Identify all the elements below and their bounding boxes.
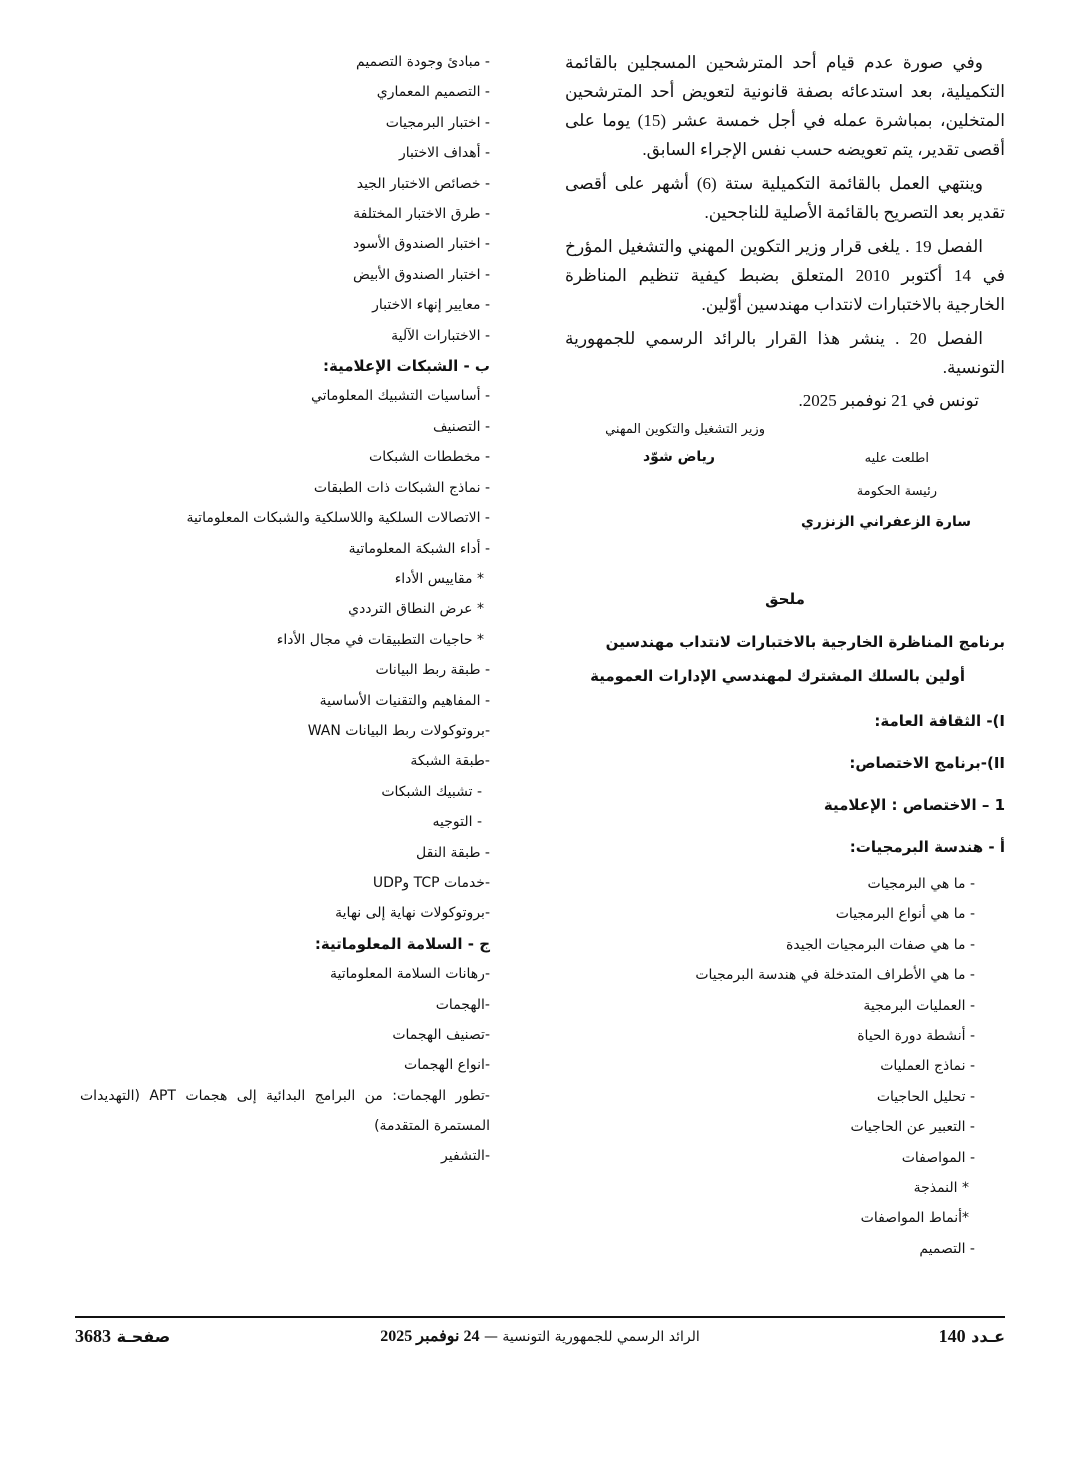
list-item: * حاجيات التطبيقات في مجال الأداء <box>276 631 484 648</box>
subsection-networks: ب - الشبكات الإعلامية: <box>322 357 490 376</box>
list-item: - التصميم <box>919 1240 975 1257</box>
list-item: - خصائص الاختبار الجيد <box>356 175 490 192</box>
section-general-culture: I)- الثقافة العامة: <box>874 712 1005 730</box>
page-value: 3683 <box>75 1326 111 1346</box>
list-item: -التشفير <box>441 1147 490 1164</box>
software-engineering-list <box>565 869 1005 1264</box>
list-item: - اختبار البرمجيات <box>385 114 490 131</box>
list-item: - المواصفات <box>901 1149 975 1166</box>
list-item: - ما هي صفات البرمجيات الجيدة <box>786 936 975 953</box>
page-footer <box>75 1326 1005 1352</box>
list-item: - الاختبارات الآلية <box>391 327 490 344</box>
list-item: - مبادئ وجودة التصميم <box>356 54 490 70</box>
list-item: -الهجمات <box>435 996 490 1013</box>
list-item: -تطور الهجمات: من البرامج البدائية إلى هجمات APT (التهديدات المستمرة المتقدمة) <box>80 1087 490 1134</box>
seen-label: اطلعت عليه <box>864 451 929 466</box>
subsection-software-engineering: أ - هندسة البرمجيات: <box>849 838 1005 856</box>
minister-name: رياض شوّد <box>642 449 715 465</box>
list-item: -رهانات السلامة المعلوماتية <box>330 966 490 983</box>
subsection-information-security: ج - السلامة المعلوماتية: <box>314 934 490 953</box>
paragraph-supplementary-list: وفي صورة عدم قيام أحد المترشحين المسجلين بالقائمة التكميلية، بعد استدعائه بصفة قانونية لتعويض أحد المترشحين المتخلين، بمباشرة عمله في أجل خمسة عشر (15) يوما على أقصى تقدير، يتم تعويضه حسب نفس الإجراء السابق. <box>565 53 1005 159</box>
section-specialty-program: II)-برنامج الاختصاص: <box>849 754 1005 772</box>
prime-minister-name: سارة الزعفراني الزنزري <box>800 514 971 530</box>
list-item: -طبقة الشبكة <box>410 753 490 770</box>
left-column-list <box>80 47 490 1171</box>
list-item: - نماذج الشبكات ذات الطبقات <box>313 479 490 496</box>
list-item: - التعبير عن الحاجيات <box>850 1119 975 1136</box>
list-item: * مقاييس الأداء <box>394 570 484 587</box>
list-item: -انواع الهجمات <box>404 1057 490 1074</box>
list-item: - العمليات البرمجية <box>863 997 975 1014</box>
list-item: -بروتوكولات نهاية إلى نهاية <box>335 905 490 922</box>
list-item: - معايير إنهاء الاختبار <box>372 297 490 314</box>
list-item: - الاتصالات السلكية واللاسلكية والشبكات المعلوماتية <box>186 510 490 527</box>
minister-title: وزير التشغيل والتكوين المهني <box>605 422 765 437</box>
issue-label: عـدد <box>971 1327 1005 1346</box>
paragraph-article-19: الفصل 19 . يلغى قرار وزير التكوين المهني والتشغيل المؤرخ في 14 أكتوبر 2010 المتعلق بضبط كيفية تنظيم المناظرة الخارجية بالاختبارات لانتداب مهندسين أوّلين. <box>565 237 1005 314</box>
list-item: - أنشطة دورة الحياة <box>857 1028 975 1045</box>
list-item: - أساسيات التشبيك المعلوماتي <box>310 388 490 405</box>
list-item: - اختبار الصندوق الأبيض <box>352 266 490 283</box>
list-item: - طرق الاختبار المختلفة <box>353 206 490 223</box>
list-item: - ما هي أنواع البرمجيات <box>835 906 975 923</box>
list-item: - التصميم المعماري <box>376 84 490 101</box>
list-item: - طبقة ربط البيانات <box>375 662 490 679</box>
list-item: - التوجيه <box>432 814 482 831</box>
list-item: - نماذج العمليات <box>880 1058 975 1075</box>
list-item: - ما هي البرمجيات <box>867 876 975 892</box>
journal-title <box>75 1326 1005 1346</box>
list-item: - التصنيف <box>433 418 490 435</box>
annex-title: ملحق <box>765 590 805 608</box>
issue-value: 140 <box>938 1326 966 1346</box>
list-item: -خدمات TCP وUDP <box>372 874 490 891</box>
list-item: - أداء الشبكة المعلوماتية <box>348 540 490 557</box>
list-item: - تشبيك الشبكات <box>381 783 482 800</box>
paragraph-list-expiry: وينتهي العمل بالقائمة التكميلية ستة (6) أشهر على أقصى تقدير بعد التصريح بالقائمة الأصلية للناجحين. <box>565 174 1005 222</box>
right-column <box>565 48 1005 1264</box>
list-item: - طبقة النقل <box>416 844 490 861</box>
list-item: - اختبار الصندوق الأسود <box>353 236 490 253</box>
annex-subtitle-line-1: برنامج المناظرة الخارجية بالاختبارات لانتداب مهندسين <box>605 633 1005 651</box>
signing-date: تونس في 21 نوفمبر 2025. <box>798 391 979 410</box>
list-item: -تصنيف الهجمات <box>392 1027 490 1043</box>
signature-row <box>565 443 1005 479</box>
prime-minister-title: رئيسة الحكومة <box>856 484 937 499</box>
list-item: * عرض النطاق الترددي <box>348 601 484 618</box>
list-item: - تحليل الحاجيات <box>876 1088 975 1105</box>
page-label: صفحـة <box>116 1327 171 1346</box>
list-item: - مخططات الشبكات <box>369 449 490 466</box>
footer-divider <box>75 1316 1005 1318</box>
list-item: - ما هي الأطراف المتدخلة في هندسة البرمجيات <box>695 967 975 984</box>
annex-subtitle-line-2: أولين بالسلك المشترك لمهندسي الإدارات العمومية <box>590 667 965 685</box>
journal-date: 24 نوفمبر 2025 <box>380 1328 480 1345</box>
paragraph-article-20: الفصل 20 . ينشر هذا القرار بالرائد الرسمي للجمهورية التونسية. <box>565 329 1005 377</box>
list-item: - المفاهيم والتقنيات الأساسية <box>319 692 490 709</box>
list-item: * النمذجة <box>913 1180 969 1197</box>
page-number <box>75 1326 170 1347</box>
left-column <box>80 47 490 1171</box>
journal-name: الرائد الرسمي للجمهورية التونسية — <box>483 1329 700 1345</box>
list-item: -بروتوكولات ربط البيانات WAN <box>307 722 490 739</box>
list-item: - أهداف الاختبار <box>399 145 490 162</box>
list-item: *أنماط المواصفات <box>860 1210 969 1227</box>
specialty-informatics: 1 – الاختصاص : الإعلامية <box>823 796 1005 814</box>
